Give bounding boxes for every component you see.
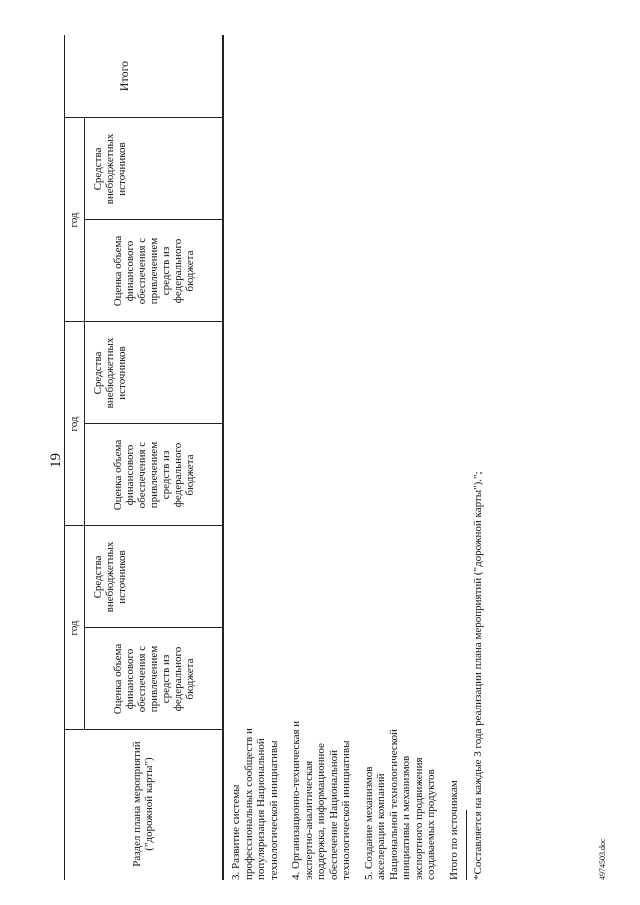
page-number: 19	[48, 453, 64, 468]
col-border	[84, 219, 224, 220]
col-border	[84, 423, 224, 424]
col-border	[64, 117, 224, 118]
year-label: год	[68, 212, 80, 228]
col-border	[64, 729, 224, 730]
table-row: 4. Организационно-техническая и экспертно-аналитическая поддержка, информационное обеспечение Национальной технологической инициативы	[290, 720, 352, 880]
section-column-header: Раздел плана мероприятий ("дорожной карты")	[131, 741, 155, 867]
col-border	[64, 525, 224, 526]
document-id: 4974503.doc	[598, 838, 607, 880]
extrabudgetary-header: Средства внебюджетных источников	[92, 541, 128, 613]
federal-budget-header: Оценка объема финансового обеспечения с привлечением средств из федерального бюджета	[112, 643, 196, 715]
funding-table-header	[64, 35, 224, 880]
col-border	[64, 321, 224, 322]
table-row: 5. Создание механизмов акселерации компаний Национальной технологической инициативы и механизмов экспортного продвижения создаваемых продуктов	[362, 729, 437, 880]
federal-budget-header: Оценка объема финансового обеспечения с привлечением средств из федерального бюджета	[112, 235, 196, 307]
rotated-page	[40, 35, 620, 880]
table-header-bottom-border	[222, 35, 224, 880]
year-label: год	[68, 416, 80, 432]
year-row-border	[84, 118, 85, 730]
extrabudgetary-header: Средства внебюджетных источников	[92, 133, 128, 205]
table-row-total: Итого по источникам	[447, 780, 460, 880]
col-border	[84, 627, 224, 628]
table-rows	[230, 720, 470, 880]
federal-budget-header: Оценка объема финансового обеспечения с привлечением средств из федерального бюджета	[112, 439, 196, 511]
footnote-divider	[466, 810, 467, 880]
total-header: Итого	[117, 60, 131, 92]
year-label: год	[68, 620, 80, 636]
extrabudgetary-header: Средства внебюджетных источников	[92, 337, 128, 409]
table-row: 3. Развитие системы профессиональных сообществ и популяризация Национальной технологической инициативы	[230, 728, 280, 880]
footnote: *Составляется на каждые 3 года реализации плана мероприятий ("дорожной карты").";	[472, 471, 484, 880]
